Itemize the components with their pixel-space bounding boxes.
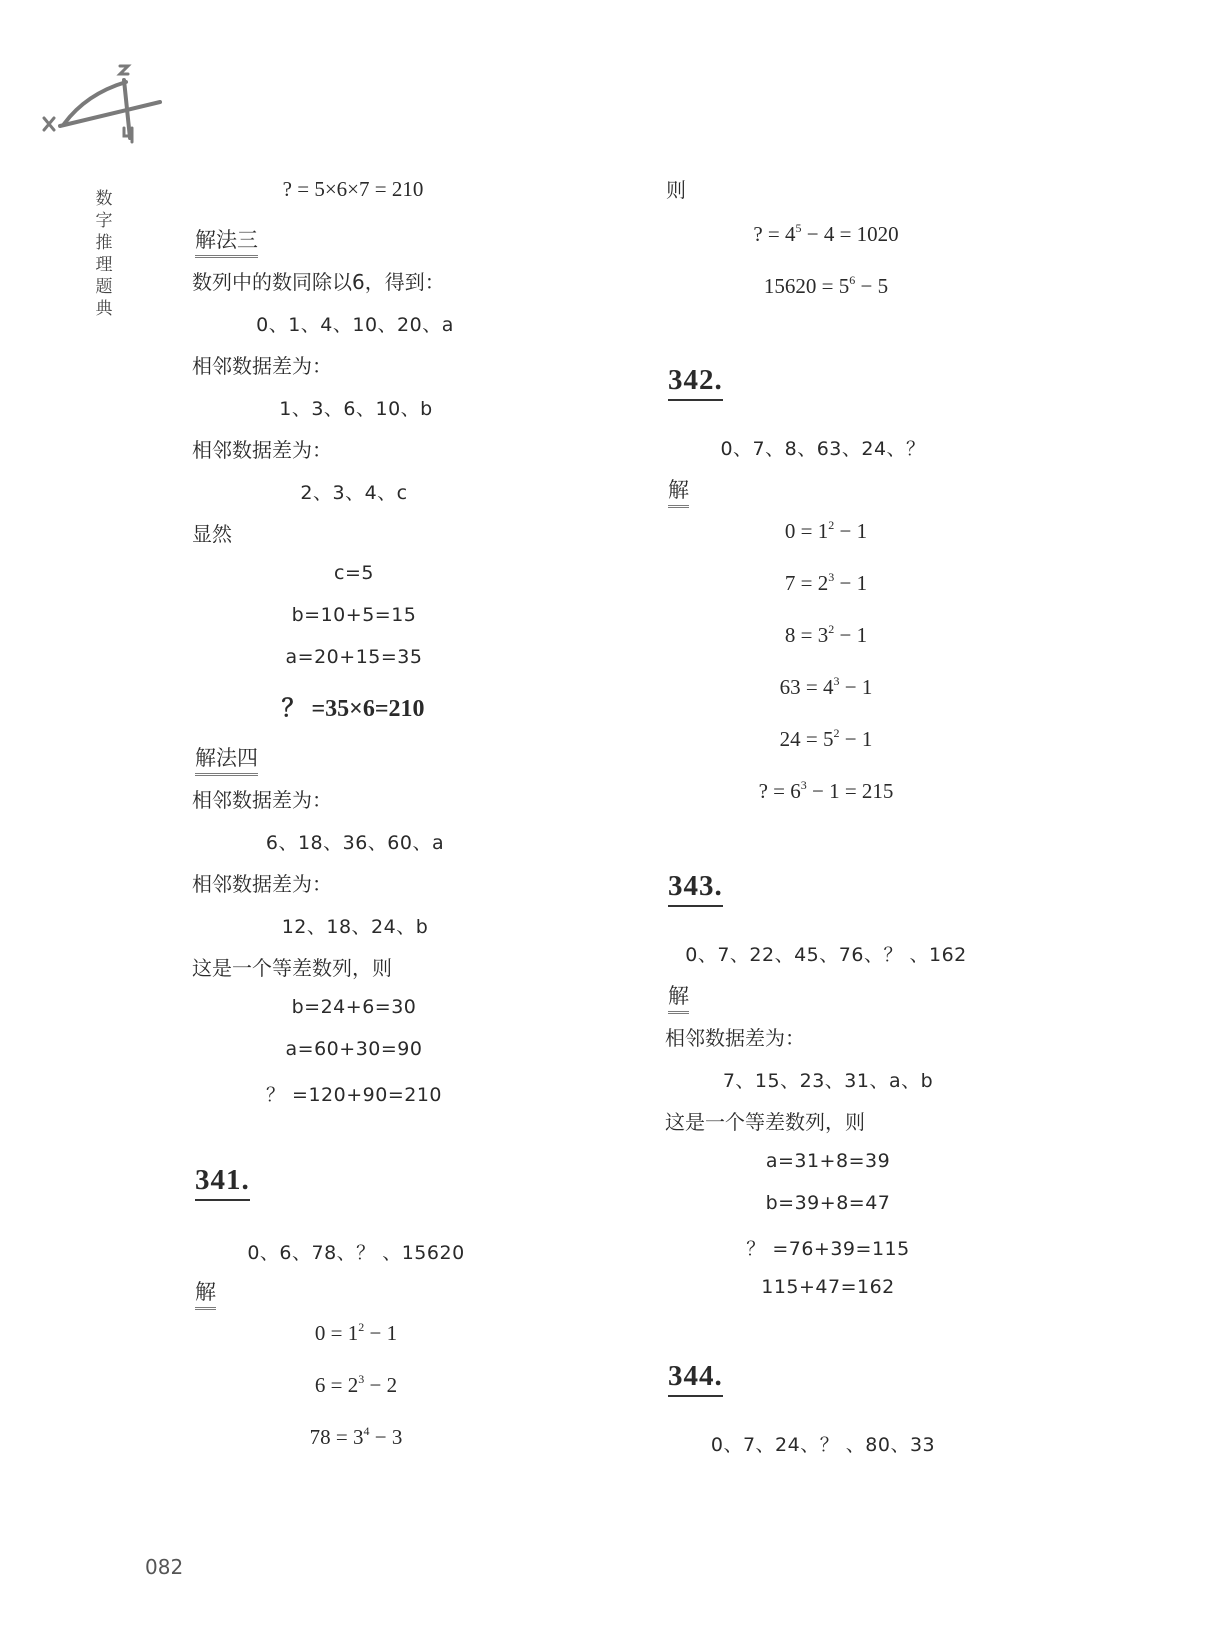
paragraph: 相邻数据差为： [192,354,332,378]
equation: $24 = 5^2 - 1$ [779,726,873,751]
equation: ? = $4^5 - 4 = 1020$ [753,221,899,246]
problem-number: 343. [668,870,723,907]
paragraph: 相邻数据差为： [192,788,332,812]
problem-number: 342. [668,364,723,401]
paragraph: 相邻数据差为： [665,1026,805,1050]
step: ？ =76+39=115 [746,1238,910,1260]
sequence: 6、18、36、60、a [265,832,445,854]
sequence: 12、18、24、b [281,916,429,938]
paragraph: 这是一个等差数列，则 [665,1110,865,1134]
paragraph: 相邻数据差为： [192,872,332,896]
equation: $63 = 4^3 - 1$ [779,674,873,699]
sidebar-char: 数 [95,189,113,209]
sequence: 2、3、4、c [300,482,408,504]
page-number: 082 [145,1555,184,1579]
equation: $7 = 2^3 - 1$ [784,570,868,595]
sidebar-char: 理 [95,255,113,275]
step: b=39+8=47 [765,1192,891,1214]
equation: ? = 5×6×7 = 210 [282,177,424,201]
problem-sequence: 0、7、24、？ 、80、33 [710,1434,936,1456]
step: b=24+6=30 [291,996,417,1018]
step: a=31+8=39 [765,1150,891,1172]
equation: $15620 = 5^6 - 5$ [763,273,889,298]
sidebar-char: 题 [95,277,113,297]
step: c=5 [334,562,374,584]
equation: $6 = 2^3 - 2$ [314,1372,398,1397]
problem-sequence: 0、7、22、45、76、？ 、162 [685,944,967,966]
problem-sequence: 0、6、78、？ 、15620 [247,1242,465,1264]
sidebar-char: 典 [95,299,113,319]
sequence: 7、15、23、31、a、b [722,1070,934,1092]
paragraph: 则 [666,178,686,202]
problem-sequence: 0、7、8、63、24、？ [720,438,926,460]
sidebar-char: 推 [95,233,113,253]
step: a=20+15=35 [285,646,423,668]
equation: $8 = 3^2 - 1$ [784,622,868,647]
step: b=10+5=15 [291,604,417,626]
sequence: 1、3、6、10、b [279,398,433,420]
equation: $0 = 1^2 - 1$ [314,1320,398,1345]
paragraph: 这是一个等差数列，则 [192,956,392,980]
paragraph: 显然 [192,522,232,546]
step: ？ =120+90=210 [265,1084,443,1106]
solution-heading: 解法四 [195,742,258,776]
solution-heading: 解 [668,980,689,1014]
solution-heading: 解 [668,474,689,508]
problem-number: 344. [668,1360,723,1397]
answer: ？ =35×6=210 [281,696,425,722]
sidebar-char: 字 [95,211,113,231]
problem-number: 341. [195,1164,250,1201]
equation: $78 = 3^4 - 3$ [309,1424,403,1449]
sequence: 0、1、4、10、20、a [256,314,454,336]
sidebar-book-title [92,188,116,320]
paragraph: 数列中的数同除以6，得到： [192,270,445,294]
paragraph: 相邻数据差为： [192,438,332,462]
equation: $0 = 1^2 - 1$ [784,518,868,543]
step: 115+47=162 [761,1276,895,1298]
solution-heading: 解法三 [195,224,258,258]
solution-heading: 解 [195,1276,216,1310]
equation: ? = $6^3 - 1 = 215$ [758,778,894,803]
step: a=60+30=90 [285,1038,423,1060]
axis-sketch-logo [38,58,168,148]
